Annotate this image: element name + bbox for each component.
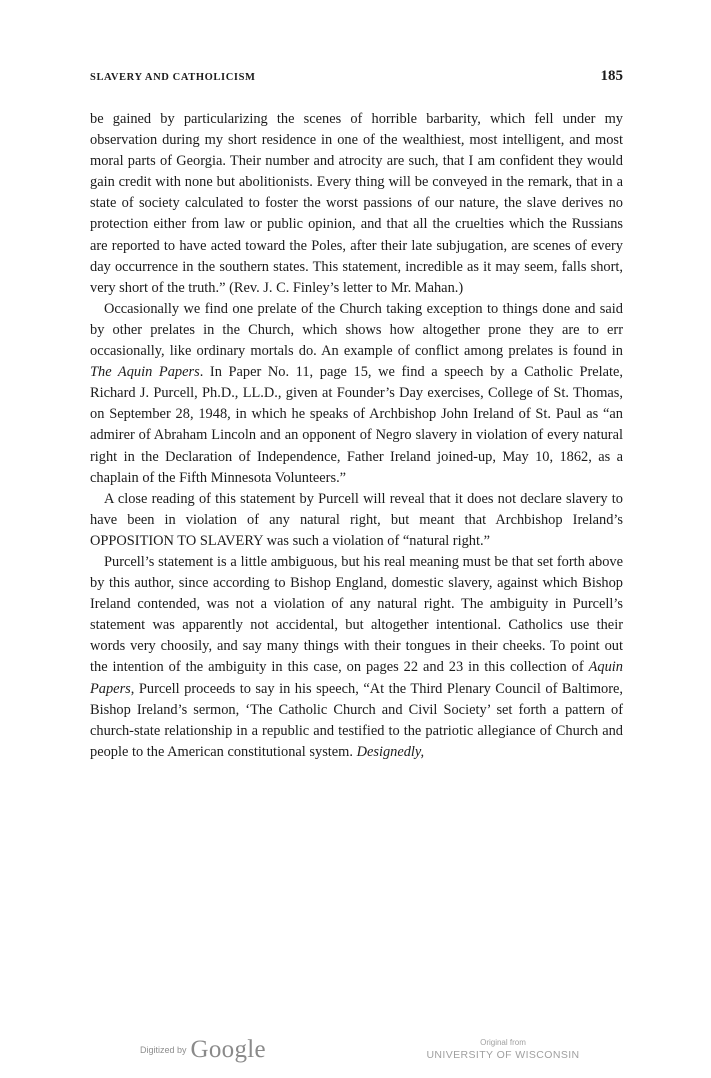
paragraph-1	[90, 109, 623, 299]
paragraph-4	[90, 552, 623, 763]
digitized-by-label: Digitized by	[140, 1045, 187, 1055]
paragraph-4-text-a: Purcell’s statement is a little ambiguous, but his real meaning must be that set forth above by this author, since according to Bishop England, domestic slavery, against which Bishop Ireland contended, was not a violation of any natural right. The ambiguity in Purcell’s statement was apparently not accidental, but altogether intentional. Catholics use their words very choosily, and say many things with their tongues in their cheeks. To point out the intention of the ambiguity in this case, on pages 22 and 23 in this collection of	[90, 553, 623, 676]
paragraph-4-text-b: , Purcell proceeds to say in his speech, “At the Third Plenary Council of Baltimore, Bishop Ireland’s sermon, ‘The Catholic Church and Civil Society’ set forth a pattern of church-state relationship in a republic and testified to the patriotic allegiance of Church and people to the American constitutional system.	[90, 680, 623, 760]
university-label: UNIVERSITY OF WISCONSIN	[426, 1049, 580, 1061]
original-from-watermark	[418, 1038, 588, 1061]
paragraph-3-text: A close reading of this statement by Purcell will reveal that it does not declare slavery to have been in violation of any natural right, but meant that Archbishop Ireland’s OPPOSITION TO SLAVERY was such a violation of “natural right.”	[90, 490, 623, 549]
running-header	[90, 68, 623, 90]
digitized-by-watermark	[140, 1036, 266, 1064]
paragraph-2-text-a: Occasionally we find one prelate of the Church taking exception to things done and said by other prelates in the Church, which shows how altogether prone they are to err occasionally, like ordinary mortals do. An example of conflict among prelates is found in	[90, 300, 623, 360]
original-from-label: Original from	[480, 1038, 526, 1047]
paragraph-4-italic-end: Designedly,	[356, 743, 425, 760]
body-text	[90, 109, 623, 763]
paragraph-2-text-b: . In Paper No. 11, page 15, we find a speech by a Catholic Prelate, Richard J. Purcell, Ph.D., LL.D., given at Founder’s Day exercises, College of St. Thomas, on September 28, 1948, in which he speaks of Archbishop John Ireland of St. Paul as “an admirer of Abraham Lincoln and an opponent of Negro slavery in violation of every natural right in the Declaration of Independence, Father Ireland joined-up, May 10, 1862, as a chaplain of the Fifth Minnesota Volunteers.”	[90, 364, 623, 486]
paragraph-1-text: be gained by particularizing the scenes of horrible barbarity, which fell under my observation during my short residence in one of the wealthiest, most intelligent, and most moral parts of Georgia. Their number and atrocity are such, that I am confident they would gain credit with none but abolitionists. Every thing will be conveyed in the remark, that in a state of society calculated to foster the worst passions of our nature, the slave derives no protection either from law or public opinion, and that all the cruelties which the Russians are reported to have acted toward the Poles, after their late subjugation, are scenes of every day occurrence in the southern states. This statement, incredible as it may seem, falls short, very short of the truth.” (Rev. J. C. Finley’s letter to Mr. Mahan.)	[90, 111, 623, 296]
paragraph-2-italic-title: The Aquin Papers	[90, 364, 200, 381]
page-number: 185	[600, 68, 623, 84]
running-title: SLAVERY AND CATHOLICISM	[90, 72, 256, 83]
paragraph-3	[90, 489, 623, 552]
google-logo: Google	[190, 1036, 266, 1063]
paragraph-2	[90, 299, 623, 489]
paragraph-4-italic-title: Aquin Papers	[90, 659, 623, 697]
